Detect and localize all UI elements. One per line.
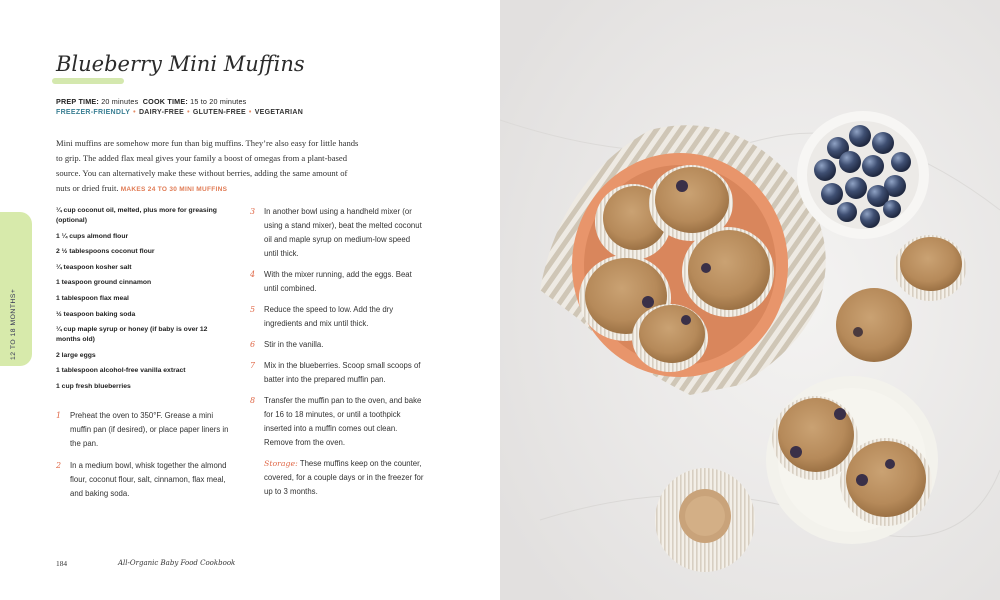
ingredient-item: ¼ teaspoon kosher salt bbox=[56, 263, 132, 271]
ingredient-item: ¼ cup coconut oil, melted, plus more for greasing (optional) bbox=[56, 207, 217, 224]
tag-gluten-free: GLUTEN-FREE bbox=[192, 109, 246, 116]
right-page-photo bbox=[500, 0, 1000, 600]
step-text: With the mixer running, add the eggs. Beat until combined. bbox=[264, 270, 412, 293]
age-side-tab-label: 12 TO 18 MONTHS+ bbox=[10, 288, 17, 360]
step-text: In a medium bowl, whisk together the almond flour, coconut flour, salt, cinnamon, flax meal, and baking soda. bbox=[70, 461, 227, 498]
step-text: Stir in the vanilla. bbox=[264, 340, 324, 349]
tag-freezer-friendly: FREEZER-FRIENDLY bbox=[56, 109, 131, 116]
storage-label: Storage: bbox=[264, 459, 298, 468]
step-4 bbox=[250, 268, 422, 296]
tag-vegetarian: VEGETARIAN bbox=[254, 109, 304, 116]
step-6 bbox=[250, 338, 422, 352]
step-7 bbox=[250, 359, 422, 387]
step-number: 8 bbox=[250, 396, 256, 405]
step-number: 1 bbox=[56, 411, 62, 420]
step-5 bbox=[250, 303, 422, 331]
step-number: 2 bbox=[56, 461, 62, 470]
step-number: 3 bbox=[250, 207, 256, 216]
cook-label: COOK TIME: bbox=[142, 97, 188, 106]
book-title: All-Organic Baby Food Cookbook bbox=[118, 559, 236, 567]
ingredient-item: 1 tablespoon flax meal bbox=[56, 294, 129, 302]
step-number: 4 bbox=[250, 270, 256, 279]
recipe-title: Blueberry Mini Muffins bbox=[56, 52, 305, 76]
step-text: Reduce the speed to low. Add the dry ingredients and mix until thick. bbox=[264, 305, 394, 328]
intro-paragraph bbox=[56, 136, 361, 197]
ingredient-item: 1 cup fresh blueberries bbox=[56, 382, 131, 390]
step-text: Preheat the oven to 350°F. Grease a mini muffin pan (if desired), or place paper liners in the pan. bbox=[70, 411, 229, 448]
ingredient-item: 1 teaspoon ground cinnamon bbox=[56, 279, 152, 287]
storage-note bbox=[264, 457, 424, 499]
ingredient-item: ¼ cup maple syrup or honey (if baby is over 12 months old) bbox=[56, 326, 208, 344]
step-text: Transfer the muffin pan to the oven, and bake for 16 to 18 minutes, or until a toothpick inserted into a muffin comes out clean. Remove from the oven. bbox=[264, 396, 422, 447]
step-text: In another bowl using a handheld mixer (or using a stand mixer), beat the melted coconut oil and maple syrup on medium-low speed until thick. bbox=[264, 207, 422, 258]
storage-text: These muffins keep on the counter, covered, for a couple days or in the freezer for up to 3 months. bbox=[264, 459, 424, 496]
step-number: 6 bbox=[250, 340, 256, 349]
white-plate bbox=[766, 376, 938, 544]
ingredient-item: 1 ¼ cups almond flour bbox=[56, 232, 129, 240]
muffins-photo bbox=[500, 0, 1000, 600]
step-number: 7 bbox=[250, 361, 256, 370]
ingredient-item: 1 tablespoon alcohol-free vanilla extract bbox=[56, 367, 186, 375]
step-2 bbox=[56, 459, 232, 501]
blueberry-bowl bbox=[797, 111, 929, 239]
diet-tags: FREEZER-FRIENDLY • DAIRY-FREE • GLUTEN-FREE • VEGETARIAN bbox=[56, 109, 304, 116]
step-3 bbox=[250, 205, 422, 261]
step-8 bbox=[250, 394, 422, 450]
cook-value: 15 to 20 minutes bbox=[190, 97, 247, 106]
ingredient-item: 2 ½ tablespoons coconut flour bbox=[56, 248, 155, 256]
page-number: 184 bbox=[56, 559, 68, 568]
time-info bbox=[56, 97, 246, 106]
prep-value: 20 minutes bbox=[101, 97, 139, 106]
intro-text: Mini muffins are somehow more fun than big muffins. They’re also easy for little hands to grip. The added flax meal gives your family a boost of omegas from a plant-based source. You can alternatively make these without berries, adding the same amount of nuts or dried fruit. bbox=[56, 138, 359, 193]
ingredients-list bbox=[56, 206, 226, 398]
yield-label: MAKES 24 TO 30 MINI MUFFINS bbox=[120, 186, 228, 193]
prep-label: PREP TIME: bbox=[56, 97, 100, 106]
step-text: Mix in the blueberries. Scoop small scoops of batter into the prepared muffin pan. bbox=[264, 361, 421, 384]
step-number: 5 bbox=[250, 305, 256, 314]
title-underline bbox=[52, 78, 124, 84]
unwrapped-muffin-liner bbox=[655, 468, 755, 572]
ingredient-item: ½ teaspoon baking soda bbox=[56, 310, 136, 318]
step-1 bbox=[56, 409, 232, 451]
ingredient-item: 2 large eggs bbox=[56, 351, 96, 359]
tag-dairy-free: DAIRY-FREE bbox=[138, 109, 185, 116]
